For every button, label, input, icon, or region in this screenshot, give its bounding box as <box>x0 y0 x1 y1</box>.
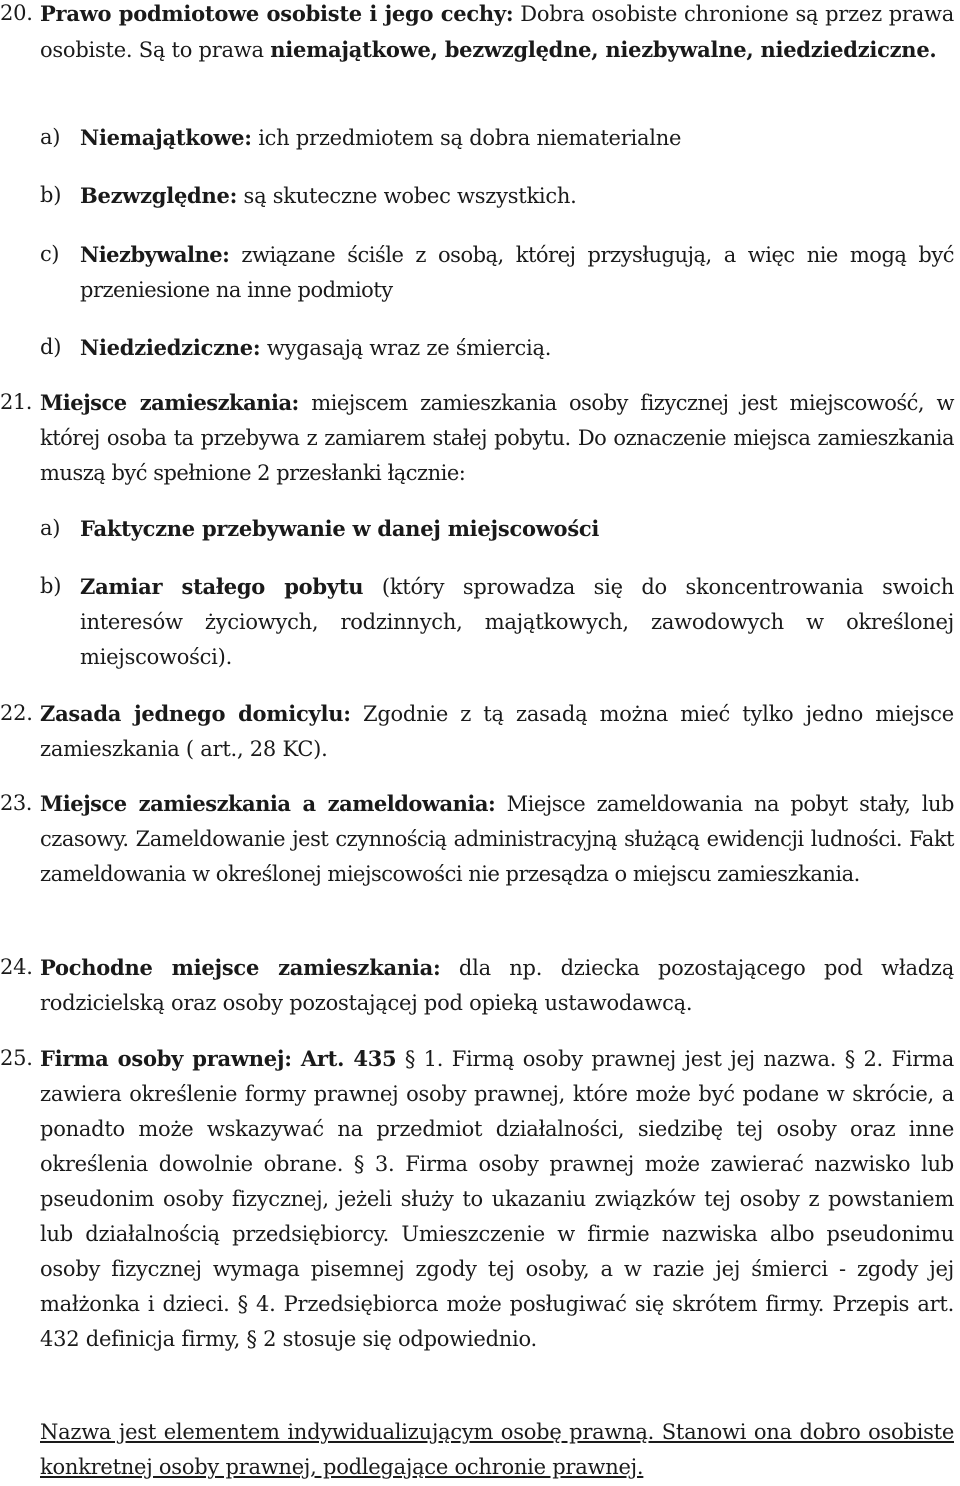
section-text: § 1. Firmą osoby prawnej jest jej nazwa. § 2. Firma zawiera określenie formy prawnej osoby prawnej, które może być podane w skrócie, a ponadto może wskazywać na przedmiot działalności, siedzibę tej osoby oraz inne określenia dowolnie obrane. § 3. Firma osoby prawnej może zawierać nazwisko lub pseudonim osoby fizycznej, jeżeli służy to ukazaniu związków tej osoby z powstaniem lub działalnością przedsiębiorcy. Umieszczenie w firmie nazwiska albo pseudonimu osoby fizycznej wymaga pisemnej zgody tej osoby, a w razie jej śmierci - zgody jej małżonka i dzieci. § 4. Przedsiębiorca może posługiwać się skrótem firmy. Przepis art. 432 definicja firmy, § 2 stosuje się odpowiednio. <box>40 1047 954 1351</box>
item-text: (który sprowadza się do skoncentrowania swoich interesów życiowych, rodzinnych, majątkowych, zawodowych w określonej miejscowości). <box>80 575 955 669</box>
section-22 <box>0 696 954 767</box>
section-number: 20. <box>0 1 33 25</box>
item-text: związane ściśle z osobą, której przysługują, a więc nie mogą być przeniesione na inne podmioty <box>80 243 954 302</box>
section-number: 21. <box>0 390 32 414</box>
section-number: 22. <box>0 701 33 725</box>
item-term: Niedziedziczne: <box>80 335 261 360</box>
item-term: Zamiar stałego pobytu <box>80 574 364 599</box>
item-label: d) <box>40 335 62 359</box>
item-text: ich przedmiotem są dobra niematerialne <box>251 126 682 150</box>
section-24 <box>0 950 954 1021</box>
section-number: 24. <box>0 955 33 979</box>
item-label: b) <box>40 183 62 207</box>
list-item <box>40 511 954 547</box>
section-21 <box>0 385 954 491</box>
list-item <box>40 120 954 156</box>
section-text: miejscem zamieszkania osoby fizycznej jest miejscowość, w której osoba ta przebywa z zamiarem stałej pobytu. Do oznaczenie miejsca zamieszkania muszą być spełnione 2 przesłanki łącznie: <box>40 391 954 485</box>
closing-note: Nazwa jest elementem indywidualizującym osobę prawną. Stanowi ona dobro osobiste konkretnej osoby prawnej, podlegające ochronie prawnej. <box>40 1420 954 1479</box>
section-text: Zgodnie z tą zasadą można mieć tylko jedno miejsce zamieszkania ( art., 28 KC). <box>40 702 954 761</box>
section-number: 23. <box>0 791 32 815</box>
list-item <box>40 330 954 366</box>
item-text: są skuteczne wobec wszystkich. <box>237 184 577 208</box>
item-label: a) <box>40 125 61 149</box>
section-text: Miejsce zameldowania na pobyt stały, lub czasowy. Zameldowanie jest czynnością administracyjną służącą ewidencji ludności. Fakt zameldowania w określonej miejscowości nie przesądza o miejscu zamieszkania. <box>40 792 954 886</box>
section-text: Dobra osobiste chronione są przez prawa osobiste. Są to prawa <box>40 2 954 62</box>
item-term: Niemajątkowe: <box>80 125 252 150</box>
section-text: dla np. dziecka pozostającego pod władzą rodzicielską oraz osoby pozostającej pod opieką ustawodawcą. <box>40 956 954 1015</box>
list-item <box>40 178 954 214</box>
list-item <box>40 237 954 308</box>
section-title: Pochodne miejsce zamieszkania: <box>40 955 441 980</box>
list-item <box>40 569 954 675</box>
section-title: Firma osoby prawnej: Art. 435 <box>40 1046 397 1071</box>
section-20 <box>0 0 954 68</box>
item-term: Bezwzględne: <box>80 183 238 208</box>
item-label: c) <box>40 242 59 266</box>
section-23 <box>0 786 954 892</box>
item-term: Niezbywalne: <box>80 242 230 267</box>
section-number: 25. <box>0 1046 33 1070</box>
item-label: b) <box>40 574 62 598</box>
section-title: Zasada jednego domicylu: <box>40 701 351 726</box>
item-text: wygasają wraz ze śmiercią. <box>260 336 552 360</box>
section-bold-text: niemajątkowe, bezwzględne, niezbywalne, niedziedziczne. <box>270 37 937 62</box>
section-title: Prawo podmiotowe osobiste i jego cechy: <box>40 1 514 26</box>
item-label: a) <box>40 516 61 540</box>
section-25 <box>0 1041 954 1357</box>
item-term: Faktyczne przebywanie w danej miejscowości <box>80 516 600 541</box>
section-title: Miejsce zamieszkania a zameldowania: <box>40 791 496 816</box>
section-title: Miejsce zamieszkania: <box>40 390 299 415</box>
